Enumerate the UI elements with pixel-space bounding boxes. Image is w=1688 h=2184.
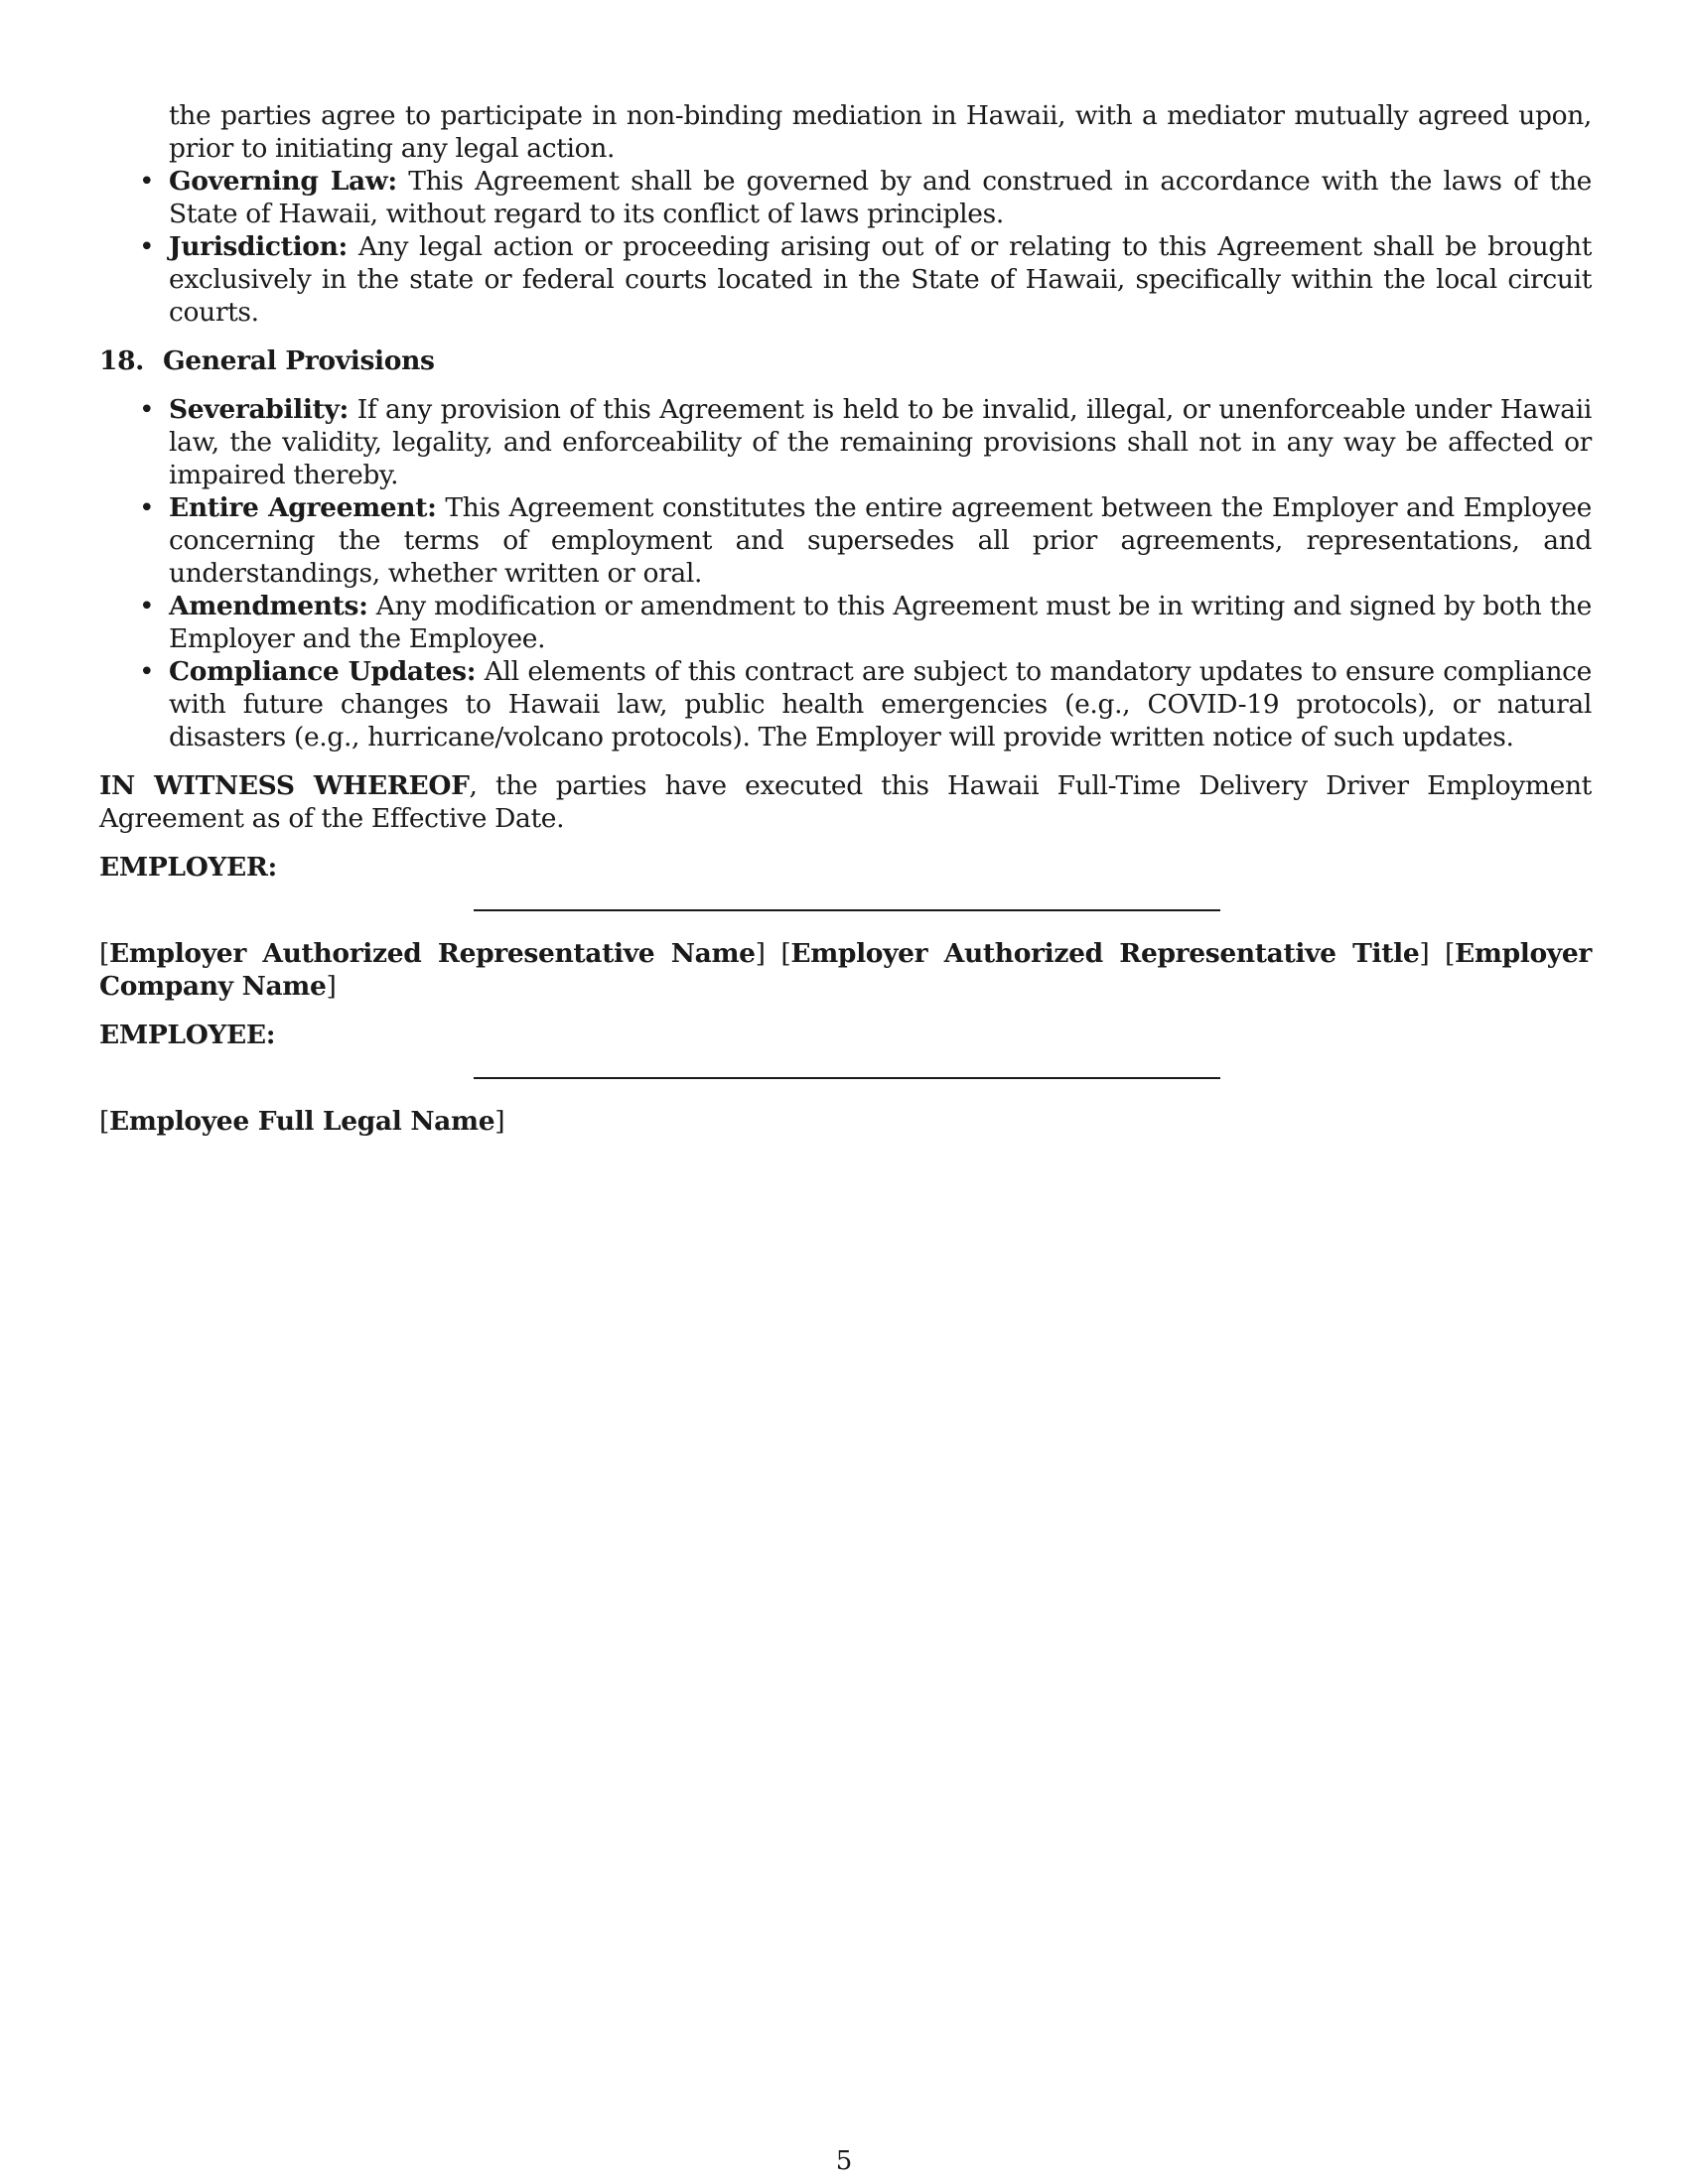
item-text: If any provision of this Agreement is held to be invalid, illegal, or unenforceable under Hawaii law, the validity, legality, and enforceability of the remaining provisions shall not in any way be affected or impaired thereby. xyxy=(169,394,1592,490)
general-provisions-list xyxy=(99,393,1592,753)
witness-lead: IN WITNESS WHEREOF xyxy=(99,770,470,801)
bullet-icon: • xyxy=(139,591,155,621)
item-label: Severability: xyxy=(169,394,349,425)
witness-clause xyxy=(99,769,1592,835)
item-text: This Agreement constitutes the entire agreement between the Employer and Employee concerning the terms of employment and supersedes all prior agreements, representations, and understandings, whether written or oral. xyxy=(169,492,1593,589)
item-label: Amendments: xyxy=(169,591,368,621)
item-label: Compliance Updates: xyxy=(169,656,477,687)
item-text: Any modification or amendment to this Agreement must be in writing and signed by both the Employer and the Employee. xyxy=(169,591,1593,654)
list-item-compliance-updates xyxy=(99,655,1592,753)
document-page xyxy=(99,99,1592,1138)
item-text: Any legal action or proceeding arising out of or relating to this Agreement shall be brought exclusively in the state or federal courts located in the State of Hawaii, specifically within the local circuit courts. xyxy=(169,231,1592,328)
item-label: Entire Agreement: xyxy=(169,492,437,523)
list-item-severability xyxy=(99,393,1592,491)
item-label: Governing Law: xyxy=(169,166,397,197)
witness-text: , the parties have executed this Hawaii Full-Time Delivery Driver Employment Agreement as of the Effective Date. xyxy=(99,770,1592,834)
dispute-resolution-list xyxy=(99,165,1592,329)
employer-company-name: Employer Company Name xyxy=(99,938,1592,1002)
list-item-jurisdiction xyxy=(99,230,1592,329)
employer-rep-title: Employer Authorized Representative Title xyxy=(790,938,1420,969)
employee-label: EMPLOYEE: xyxy=(99,1020,276,1050)
employer-signature-line xyxy=(474,909,1220,911)
bullet-icon: • xyxy=(139,492,155,523)
item-text: All elements of this contract are subject to mandatory updates to ensure compliance with future changes to Hawaii law, public health emergencies (e.g., COVID-19 protocols), or natural disasters (e.g., hurricane/volcano protocols). The Employer will provide written notice of such updates. xyxy=(169,656,1593,752)
employee-signature-line xyxy=(474,1077,1220,1079)
bullet-icon: • xyxy=(139,166,155,197)
page-number: 5 xyxy=(835,2146,853,2176)
list-item-entire-agreement xyxy=(99,491,1592,590)
mediation-continuation-text: the parties agree to participate in non-binding mediation in Hawaii, with a mediator mutually agreed upon, prior to initiating any legal action. xyxy=(169,100,1592,164)
section-title: General Provisions xyxy=(162,345,435,376)
list-item-governing-law xyxy=(99,165,1592,230)
item-label: Jurisdiction: xyxy=(169,231,348,262)
section-heading-general-provisions xyxy=(99,344,1592,377)
list-item-amendments xyxy=(99,590,1592,655)
bullet-icon: • xyxy=(139,394,155,425)
employee-name: Employee Full Legal Name xyxy=(109,1106,495,1137)
item-text: This Agreement shall be governed by and construed in accordance with the laws of the State of Hawaii, without regard to its conflict of laws principles. xyxy=(169,166,1592,229)
bullet-icon: • xyxy=(139,656,155,687)
employee-signature-block: [Employee Full Legal Name] xyxy=(99,1106,505,1137)
section-number: 18. xyxy=(99,345,145,376)
employer-label: EMPLOYER: xyxy=(99,852,277,883)
employer-signature-block: [Employer Authorized Representative Name] [Employer Authorized Representative Title] [Employer Company Name] xyxy=(99,938,1592,1002)
employer-rep-name: Employer Authorized Representative Name xyxy=(109,938,756,969)
bullet-icon: • xyxy=(139,231,155,262)
